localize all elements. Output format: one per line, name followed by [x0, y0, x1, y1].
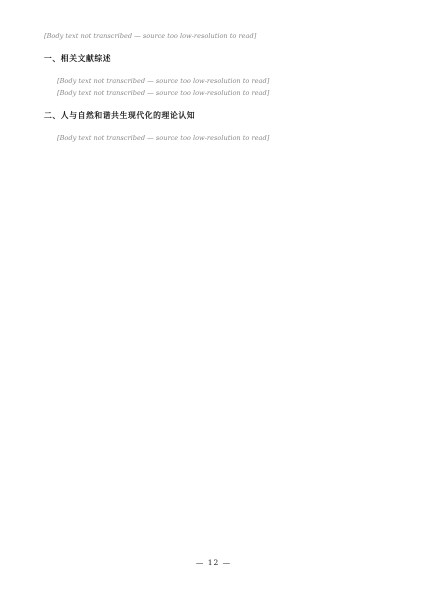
section-heading-theoretical-cognition: 二、人与自然和谐共生现代化的理论认知 [44, 110, 196, 120]
section-heading-literature-review: 一、相关文献综述 [44, 53, 112, 63]
intro-paragraph: [Body text not transcribed — source too low-resolution to read] [44, 32, 257, 40]
page-number: — 12 — [195, 558, 232, 567]
literature-review-paragraph: [Body text not transcribed — source too low-resolution to read] [57, 76, 270, 85]
theoretical-cognition-paragraph: [Body text not transcribed — source too low-resolution to read] [57, 133, 270, 142]
literature-review-summary-paragraph: [Body text not transcribed — source too low-resolution to read] [57, 89, 270, 98]
